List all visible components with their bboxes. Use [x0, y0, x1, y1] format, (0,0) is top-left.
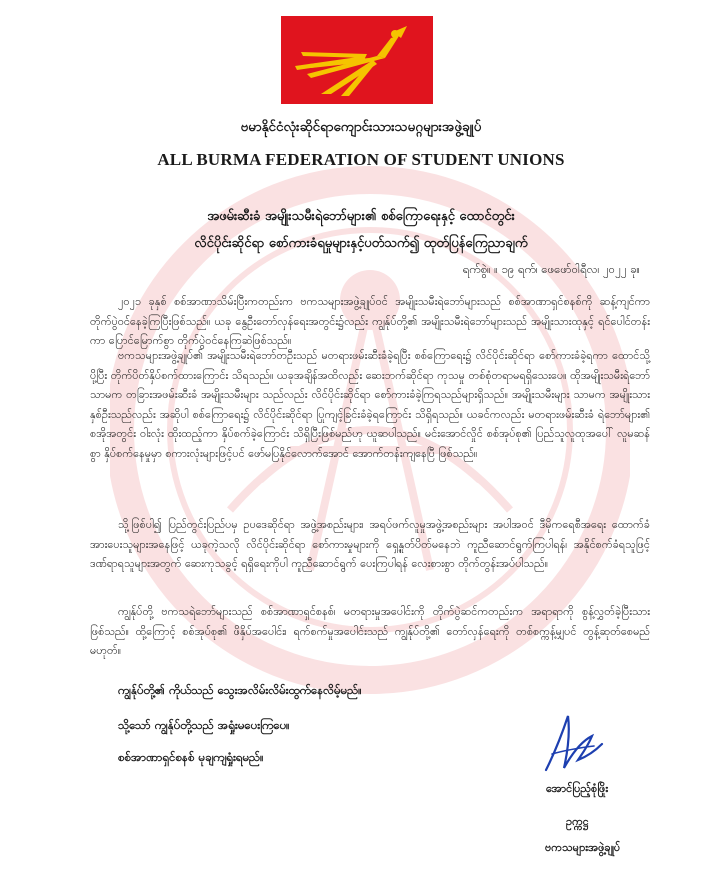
org-name-english: ALL BURMA FEDERATION OF STUDENT UNIONS	[157, 150, 565, 169]
signatory-name: အောင်ပြည့်စုံဖြိုး	[546, 782, 609, 795]
org-name-burmese: ဗမာနိုင်ငံလုံးဆိုင်ရာကျောင်းသားသမဂ္ဂများအဖွဲ့ချုပ်	[240, 119, 482, 135]
statement-title-line-1: အဖမ်းဆီးခံ အမျိုးသမီးရဲဘော်များ၏ စစ်ကြောရေးနှင့် ထောင်တွင်း	[207, 209, 515, 224]
statement-paragraph-4: ကျွန်ုပ်တို့ ဗကသရဲဘော်များသည် စစ်အာဏာရှင်စနစ်၊ မတရားမှုအပေါင်းကို တိုက်ပွဲဆင်ကတည်းက အရာရာကို စွန့်လွှတ်ခဲ့ပြီးသားဖြစ်သည်။ ထို့ကြောင့် စစ်အုပ်စု၏ ဖိနှိပ်အပေါင်း၊ ရက်စက်မှုအပေါင်းသည် ကျွန်ုပ်တို့၏ တော်လှန်ရေးကို တစ်စက္ကန့်မျှပင် တွန့်ဆုတ်စေမည် မဟုတ်။	[90, 605, 650, 658]
slogan-3: စစ်အာဏာရှင်စနစ် မုချကျရှုံးရမည်။	[118, 750, 264, 764]
fighting-peacock-flag-icon	[281, 16, 433, 104]
statement-paragraph-3: သို့ဖြစ်ပါ၍ ပြည်တွင်းပြည်ပမှ ဥပဒေဆိုင်ရာ အဖွဲ့အစည်းများ၊ အရပ်ဖက်လူမှုအဖွဲ့အစည်းများ အပါအဝင် ဒီမိုကရေစီအရေး ထောက်ခံအားပေးသူများအနေဖြင့် ယခုကဲ့သလို လိင်ပိုင်းဆိုင်ရာ စော်ကားမှုများကို ရှေ့နှုတ်ပိတ်မနေဘဲ ကူညီဆောင်ရွက်ကြပါရန်၊ အနိုင်စက်ခံရသူဖြင့် ဒဏ်ရာရသူများအတွက် ဆေးကုသခွင့် ရရှိရေးကိုပါ ကူညီဆောင်ရွက် ပေးကြပါရန် လေးစားစွာ တိုက်တွန်းအပ်ပါသည်။	[90, 518, 650, 571]
signatory-role: ဥက္ကဋ္ဌ	[566, 815, 589, 828]
statement-dateline: ရက်စွဲ။ ။ ၁၉ ရက်၊ ဖေဖော်ဝါရီလ၊ ၂၀၂၂ ခု။	[462, 262, 640, 276]
handwritten-signature	[538, 710, 608, 780]
statement-paragraph-1: ၂၀၂၁ ခုနှစ် စစ်အာဏာသိမ်းပြီးကတည်းက ဗကသများအဖွဲ့ချုပ်ဝင် အမျိုးသမီးရဲဘော်များသည် စစ်အာဏာရှင်စနစ်ကို ဆန့်ကျင်ကာ တိုက်ပွဲဝင်နေခဲ့ကြပြီးဖြစ်သည်။ ယခု နွေဦးတော်လှန်ရေးအတွင်း၌လည်း ကျွန်ုပ်တို့၏ အမျိုးသမီးရဲဘော်များသည် အမျိုးသားထုနှင့် ရင်ပေါင်တန်းကာ ပြောင်မြောက်စွာ တိုက်ပွဲဝင်နေကြဆဲဖြစ်သည်။	[90, 295, 650, 348]
statement-title-line-2: လိင်ပိုင်းဆိုင်ရာ စော်ကားခံရမှုများနှင့်ပတ်သက်၍ ထုတ်ပြန်ကြေညာချက်	[194, 236, 528, 251]
slogan-2: သို့သော် ကျွန်ုပ်တို့သည် အရှုံးမပေးကြပေ။	[118, 718, 290, 732]
slogan-1: ကျွန်ုပ်တို့၏ ကိုယ်သည် သွေးအလိမ်းလိမ်းထွက်နေလိမ့်မည်။	[118, 683, 362, 697]
statement-paragraph-2: ဗကသများအဖွဲ့ချုပ်၏ အမျိုးသမီးရဲဘော်တဦးသည် မတရားဖမ်းဆီးခံခဲ့ရပြီး စစ်ကြောရေး၌ လိင်ပိုင်းဆိုင်ရာ စော်ကားခံခဲ့ရကာ ထောင်သို့ပို့ပြီး တိုက်ပိတ်နှိပ်စက်ထားကြောင်း သိရသည်။ ယခုအချိန်အထိလည်း ဆေးဘက်ဆိုင်ရာ ကုသမှု တစ်စုံတရာမရရှိသေးပေ။ ထိုအမျိုးသမီးရဲဘော်သာမက တခြားအဖမ်းဆီးခံ အမျိုးသမီးများ သည်လည်း လိင်ပိုင်းဆိုင်ရာ စော်ကားခံခဲ့ကြရသည်များရှိသည်။ အမျိုးသမီးများ သာမက အမျိုးသားနှစ်ဦးသည်လည်း အဆိုပါ စစ်ကြောရေး၌ လိင်ပိုင်းဆိုင်ရာ ပြုကျင့်ခြင်းခံခဲ့ရကြောင်း သိရှိရသည်။ ယခင်ကလည်း မတရားဖမ်းဆီးခံ ရဲဘော်များ၏ စအိုအတွင်း ဝါးလုံး ထိုးထည့်ကာ နှိပ်စက်ခဲ့ကြောင်း သိရှိပြီးဖြစ်မည်ဟု ယူဆပါသည်။ မင်းအောင်လှိုင် စစ်အုပ်စု၏ ပြည်သူလူထုအပေါ် လူမဆန်စွာ နှိပ်စက်နေမှုမှာ စကားလုံးများဖြင့်ပင် ဖော်မပြနိုင်လောက်အောင် အောက်တန်းကျနေပြီ ဖြစ်သည်။	[90, 349, 650, 460]
signatory-org: ဗကသများအဖွဲ့ချုပ်	[545, 841, 621, 854]
